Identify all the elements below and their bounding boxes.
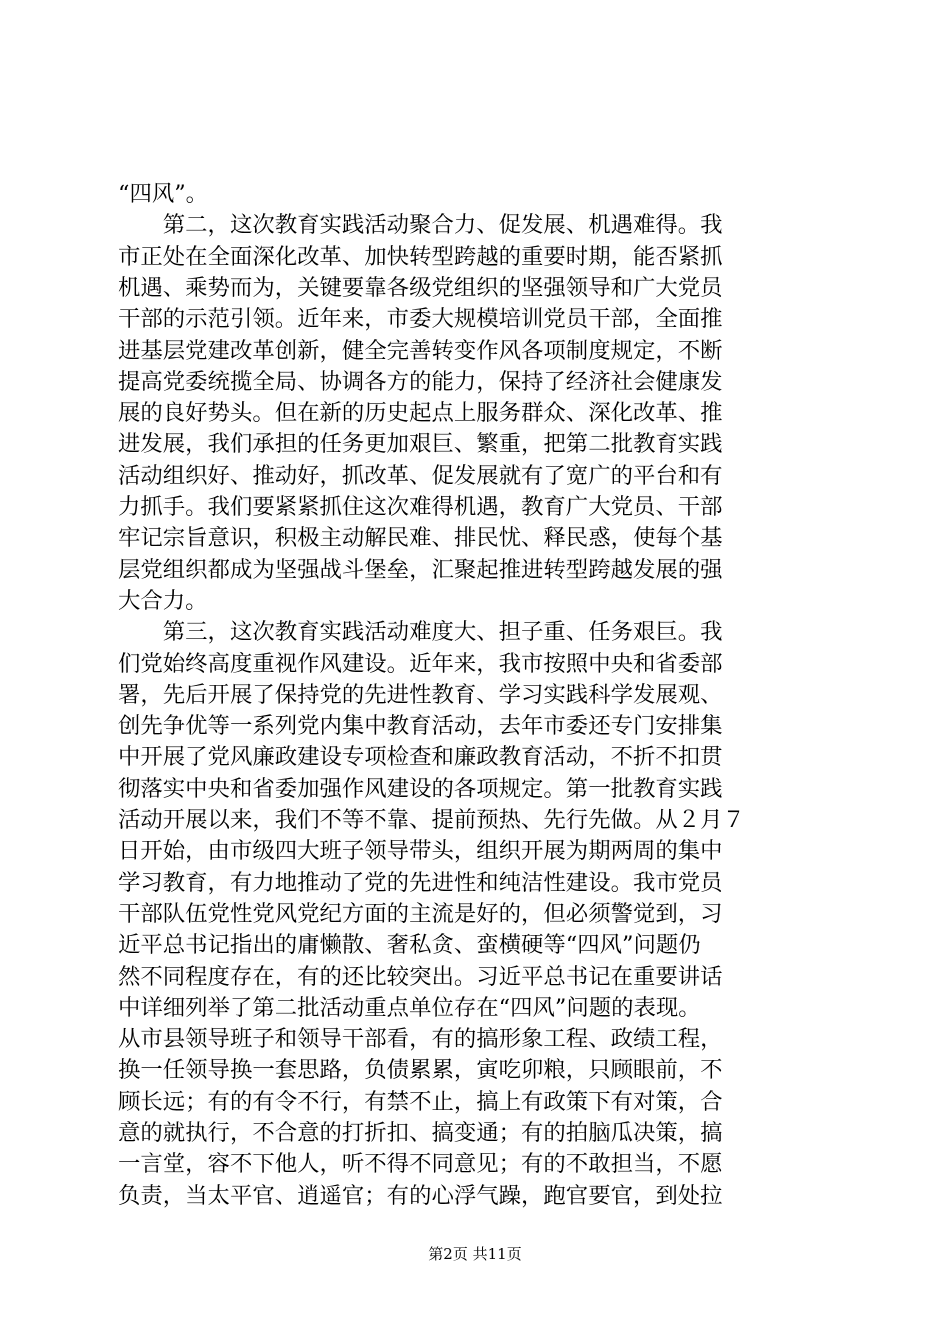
- text-line: 学习教育，有力地推动了党的先进性和纯洁性建设。我市党员: [118, 869, 723, 896]
- text-line: 活动组织好、推动好，抓改革、促发展就有了宽广的平台和有: [118, 462, 723, 489]
- text-line: 层党组织都成为坚强战斗堡垒，汇聚起推进转型跨越发展的强: [118, 556, 723, 583]
- text-line: 提高党委统揽全局、协调各方的能力，保持了经济社会健康发: [118, 368, 723, 395]
- text-line: 近平总书记指出的庸懒散、奢私贪、蛮横硬等“四风”问题仍: [118, 932, 701, 959]
- text-line: 创先争优等一系列党内集中教育活动，去年市委还专门安排集: [118, 713, 723, 740]
- text-line: 然不同程度存在，有的还比较突出。习近平总书记在重要讲话: [118, 963, 723, 990]
- text-line: 中详细列举了第二批活动重点单位存在“四风”问题的表现。: [118, 994, 701, 1021]
- text-line: 市正处在全面深化改革、加快转型跨越的重要时期，能否紧抓: [118, 243, 723, 270]
- text-line: 顾长远；有的有令不行，有禁不止，搞上有政策下有对策，合: [118, 1088, 723, 1115]
- text-line: 意的就执行，不合意的打折扣、搞变通；有的拍脑瓜决策，搞: [118, 1120, 723, 1146]
- text-line: 大合力。: [118, 587, 208, 614]
- text-line: 彻落实中央和省委加强作风建设的各项规定。第一批教育实践: [118, 775, 723, 802]
- text-line: 机遇、乘势而为，关键要靠各级党组织的坚强领导和广大党员: [118, 274, 723, 301]
- text-line: 日开始，由市级四大班子领导带头，组织开展为期两周的集中: [118, 838, 723, 865]
- text-line: 负责，当太平官、逍遥官；有的心浮气躁，跑官要官，到处拉: [118, 1182, 723, 1209]
- text-line: 进发展，我们承担的任务更加艰巨、繁重，把第二批教育实践: [118, 431, 723, 458]
- text-line: 干部队伍党性党风党纪方面的主流是好的，但必须警觉到，习: [118, 900, 723, 927]
- text-line: 第三，这次教育实践活动难度大、担子重、任务艰巨。我: [118, 619, 723, 646]
- page-footer: 第2页 共11页: [428, 1245, 522, 1263]
- text-line: 力抓手。我们要紧紧抓住这次难得机遇，教育广大党员、干部: [118, 494, 723, 520]
- text-line: 牢记宗旨意识，积极主动解民难、排民忧、释民惑，使每个基: [118, 525, 723, 552]
- text-line: 中开展了党风廉政建设专项检查和廉政教育活动，不折不扣贯: [118, 744, 723, 771]
- text-line: 第二，这次教育实践活动聚合力、促发展、机遇难得。我: [118, 212, 723, 239]
- text-line: 署，先后开展了保持党的先进性教育、学习实践科学发展观、: [118, 681, 723, 708]
- text-line: “四风”。: [118, 181, 209, 207]
- text-line: 进基层党建改革创新，健全完善转变作风各项制度规定，不断: [118, 337, 723, 364]
- text-line: 一言堂，容不下他人，听不得不同意见；有的不敢担当，不愿: [118, 1151, 723, 1178]
- text-line: 们党始终高度重视作风建设。近年来，我市按照中央和省委部: [118, 650, 723, 677]
- text-line: 换一任领导换一套思路，负债累累，寅吃卯粮，只顾眼前，不: [118, 1057, 723, 1084]
- text-line: 展的良好势头。但在新的历史起点上服务群众、深化改革、推: [118, 400, 723, 427]
- text-line: 干部的示范引领。近年来，市委大规模培训党员干部，全面推: [118, 306, 723, 333]
- text-line: 从市县领导班子和领导干部看，有的搞形象工程、政绩工程，: [118, 1026, 723, 1053]
- text-line: 活动开展以来，我们不等不靠、提前预热、先行先做。从２月７: [118, 807, 745, 833]
